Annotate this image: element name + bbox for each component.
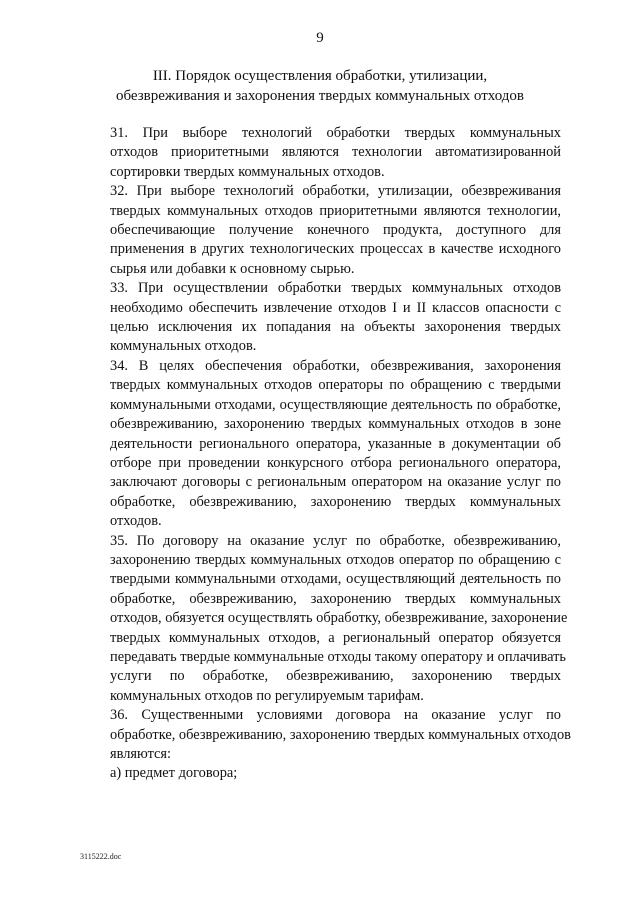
- paragraph-line: отходов, обязуется осуществлять обработку, обезвреживание, захоронение: [110, 610, 568, 627]
- paragraph: [80, 124, 561, 182]
- paragraph-line: сырья или добавки к основному сырью.: [110, 260, 355, 277]
- paragraph: [80, 357, 561, 532]
- paragraph-line: твердых коммунальных отходов приоритетными являются технологии,: [110, 202, 561, 219]
- paragraph-line: 32. При выборе технологий обработки, утилизации, обезвреживания: [110, 183, 561, 200]
- paragraph-line: твердых коммунальных отходов операторы по обращению с твердыми: [110, 377, 561, 394]
- paragraph-line: сортировки твердых коммунальных отходов.: [110, 163, 385, 180]
- paragraph: [80, 706, 571, 764]
- paragraph-line: коммунальными отходами, осуществляющие деятельность по обработке,: [110, 396, 561, 413]
- paragraph: [80, 279, 561, 357]
- paragraph-line: деятельности регионального оператора, указанные в документации об: [110, 435, 561, 452]
- section-title-line: III. Порядок осуществления обработки, утилизации,: [152, 68, 488, 84]
- paragraph-line: 31. При выборе технологий обработки твердых коммунальных: [110, 125, 561, 141]
- paragraph-line: передавать твердые коммунальные отходы такому оператору и оплачивать: [110, 648, 566, 665]
- paragraph: [80, 764, 561, 783]
- paragraph-line: отборе при проведении конкурсного отбора регионального оператора,: [110, 454, 561, 471]
- paragraph-line: услуги по обработке, обезвреживанию, захоронению твердых: [110, 668, 561, 685]
- paragraph: [80, 182, 561, 279]
- paragraph-line: целью исключения их попадания на объекты захоронения твердых: [110, 319, 561, 336]
- paragraph-line: обработке, обезвреживанию, захоронению твердых коммунальных отходов: [110, 726, 571, 743]
- section-title: [80, 66, 560, 106]
- paragraph-line: являются:: [110, 746, 172, 762]
- paragraph-line: твердых коммунальных отходов, а региональный оператор обязуется: [110, 629, 561, 646]
- paragraph-line: коммунальных отходов по регулируемым тарифам.: [110, 687, 424, 704]
- paragraph-line: а) предмет договора;: [110, 765, 238, 782]
- paragraph-line: применения в других технологических процессах в качестве исходного: [110, 241, 561, 258]
- paragraph-line: твердыми коммунальными отходами, осуществляющий деятельность по: [110, 571, 561, 588]
- page-number: 9: [316, 30, 324, 46]
- section-title-line: обезвреживания и захоронения твердых коммунальных отходов: [115, 88, 525, 104]
- paragraph-line: отходов.: [110, 513, 162, 530]
- paragraph-line: необходимо обеспечить извлечение отходов I и II классов опасности с: [110, 299, 561, 316]
- paragraph-line: обеспечивающие получение конечного продукта, доступного для: [110, 222, 561, 239]
- paragraph-line: отходов приоритетными являются технологии автоматизированной: [110, 144, 561, 161]
- paragraph-line: коммунальных отходов.: [110, 338, 257, 355]
- paragraph-line: 33. При осуществлении обработки твердых коммунальных отходов: [110, 280, 561, 297]
- paragraph-line: заключают договоры с региональным оператором на оказание услуг по: [110, 474, 561, 491]
- paragraph-line: 35. По договору на оказание услуг по обработке, обезвреживанию,: [110, 532, 561, 549]
- paragraph-line: обезвреживанию, захоронению твердых коммунальных отходов в зоне: [110, 416, 561, 433]
- paragraph-line: захоронению твердых коммунальных отходов оператор по обращению с: [110, 551, 561, 568]
- paragraph-line: обработке, обезвреживанию, захоронению твердых коммунальных: [110, 493, 561, 510]
- paragraph: [80, 532, 568, 707]
- paragraph-line: обработке, обезвреживанию, захоронению твердых коммунальных: [110, 590, 561, 607]
- paragraph-line: 34. В целях обеспечения обработки, обезвреживания, захоронения: [110, 357, 561, 374]
- paragraph-line: 36. Существенными условиями договора на оказание услуг по: [110, 707, 561, 724]
- document-body: [80, 124, 571, 784]
- file-name-footer: 3115222.doc: [80, 852, 122, 861]
